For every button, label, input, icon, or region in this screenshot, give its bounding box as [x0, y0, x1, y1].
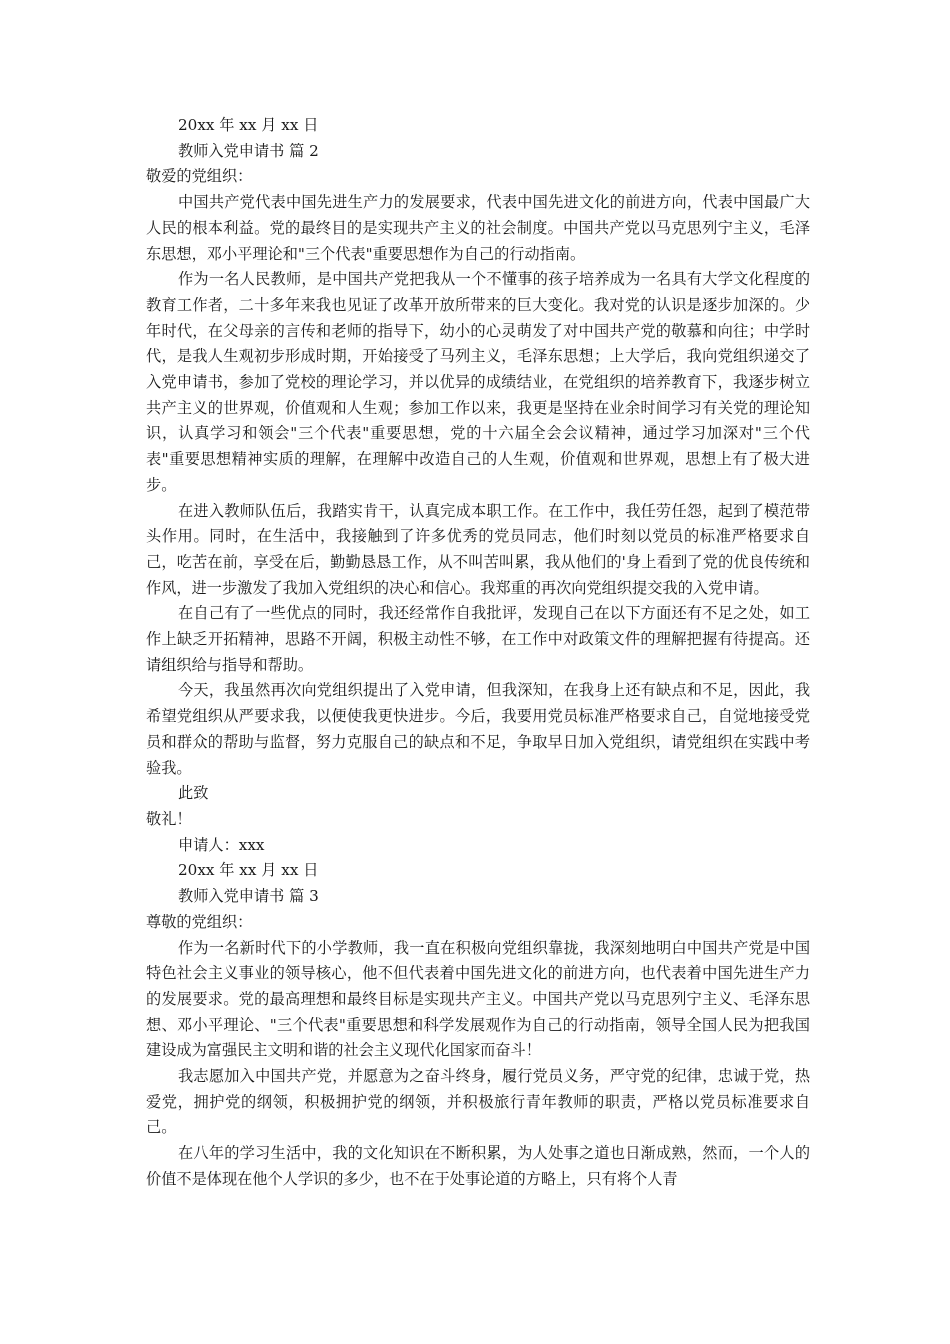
- paragraph-2-4: 在自己有了一些优点的同时，我还经常作自我批评，发现自己在以下方面还有不足之处，如工作上缺乏开拓精神，思路不开阔，积极主动性不够，在工作中对政策文件的理解把握有待提高。还请组织给与指导和帮助。: [146, 604, 810, 674]
- paragraph-2-3: 在进入教师队伍后，我踏实肯干，认真完成本职工作。在工作中，我任劳任怨，起到了模范带头作用。同时，在生活中，我接触到了许多优秀的党员同志，他们时刻以党员的标准严格要求自己，吃苦在前，享受在后，勤勤恳恳工作，从不叫苦叫累，我从他们的'身上看到了党的优良传统和作风，进一步激发了我加入党组织的决心和信心。我郑重的再次向党组织提交我的入党申请。: [146, 501, 810, 597]
- date-top: 20xx 年 xx 月 xx 日: [178, 116, 319, 134]
- section-title-3: 教师入党申请书 篇 3: [178, 887, 319, 906]
- section-title-2: 教师入党申请书 篇 2: [178, 141, 319, 160]
- paragraph-3-2: 我志愿加入中国共产党，并愿意为之奋斗终身，履行党员义务，严守党的纪律，忠诚于党，热爱党，拥护党的纲领，积极拥护党的纲领，并积极旅行青年教师的职责，严格以党员标准要求自己。: [146, 1067, 810, 1137]
- date-line: 20xx 年 xx 月 xx 日: [178, 861, 319, 880]
- salutation-2: 敬爱的党组织：: [146, 167, 253, 186]
- document-page: [146, 113, 810, 1193]
- applicant-line: 申请人：xxx: [178, 835, 265, 854]
- salutation-3: 尊敬的党组织：: [146, 912, 253, 931]
- paragraph-2-1: 中国共产党代表中国先进生产力的发展要求，代表中国先进文化的前进方向，代表中国最广大人民的根本利益。党的最终目的是实现共产主义的社会制度。中国共产党以马克思列宁主义，毛泽东思想，邓小平理论和"三个代表"重要思想作为自己的行动指南。: [146, 193, 810, 263]
- paragraph-3-1: 作为一名新时代下的小学教师，我一直在积极向党组织靠拢，我深刻地明白中国共产党是中国特色社会主义事业的领导核心，他不但代表着中国先进文化的前进方向，也代表着中国先进生产力的发展要求。党的最高理想和最终目标是实现共产主义。中国共产党以马克思列宁主义、毛泽东思想、邓小平理论、"三个代表"重要思想和科学发展观作为自己的行动指南，领导全国人民为把我国建设成为富强民主文明和谐的社会主义现代化国家而奋斗！: [146, 938, 810, 1060]
- paragraph-2-2: 作为一名人民教师，是中国共产党把我从一个不懂事的孩子培养成为一名具有大学文化程度的教育工作者，二十多年来我也见证了改革开放所带来的巨大变化。我对党的认识是逐步加深的。少年时代，在父母亲的言传和老师的指导下，幼小的心灵萌发了对中国共产党的敬慕和向往；中学时代，是我人生观初步形成时期，开始接受了马列主义，毛泽东思想；上大学后，我向党组织递交了入党申请书，参加了党校的理论学习，并以优异的成绩结业，在党组织的培养教育下，我逐步树立共产主义的世界观，价值观和人生观；参加工作以来，我更是坚持在业余时间学习有关党的理论知识，认真学习和领会"三个代表"重要思想，党的十六届全会会议精神，通过学习加深对"三个代表"重要思想精神实质的理解，在理解中改造自己的人生观，价值观和世界观，思想上有了极大进步。: [146, 270, 810, 494]
- paragraph-2-5: 今天，我虽然再次向党组织提出了入党申请，但我深知，在我身上还有缺点和不足，因此，我希望党组织从严要求我，以便使我更快进步。今后，我要用党员标准严格要求自己，自觉地接受党员和群众的帮助与监督，努力克服自己的缺点和不足，争取早日加入党组织，请党组织在实践中考验我。: [146, 681, 810, 777]
- closing-cizhi: 此致: [178, 784, 209, 803]
- paragraph-3-3: 在八年的学习生活中，我的文化知识在不断积累，为人处事之道也日渐成熟，然而，一个人的价值不是体现在他个人学识的多少，也不在于处事论道的方略上，只有将个人青: [146, 1144, 810, 1188]
- closing-jingli: 敬礼！: [146, 809, 192, 828]
